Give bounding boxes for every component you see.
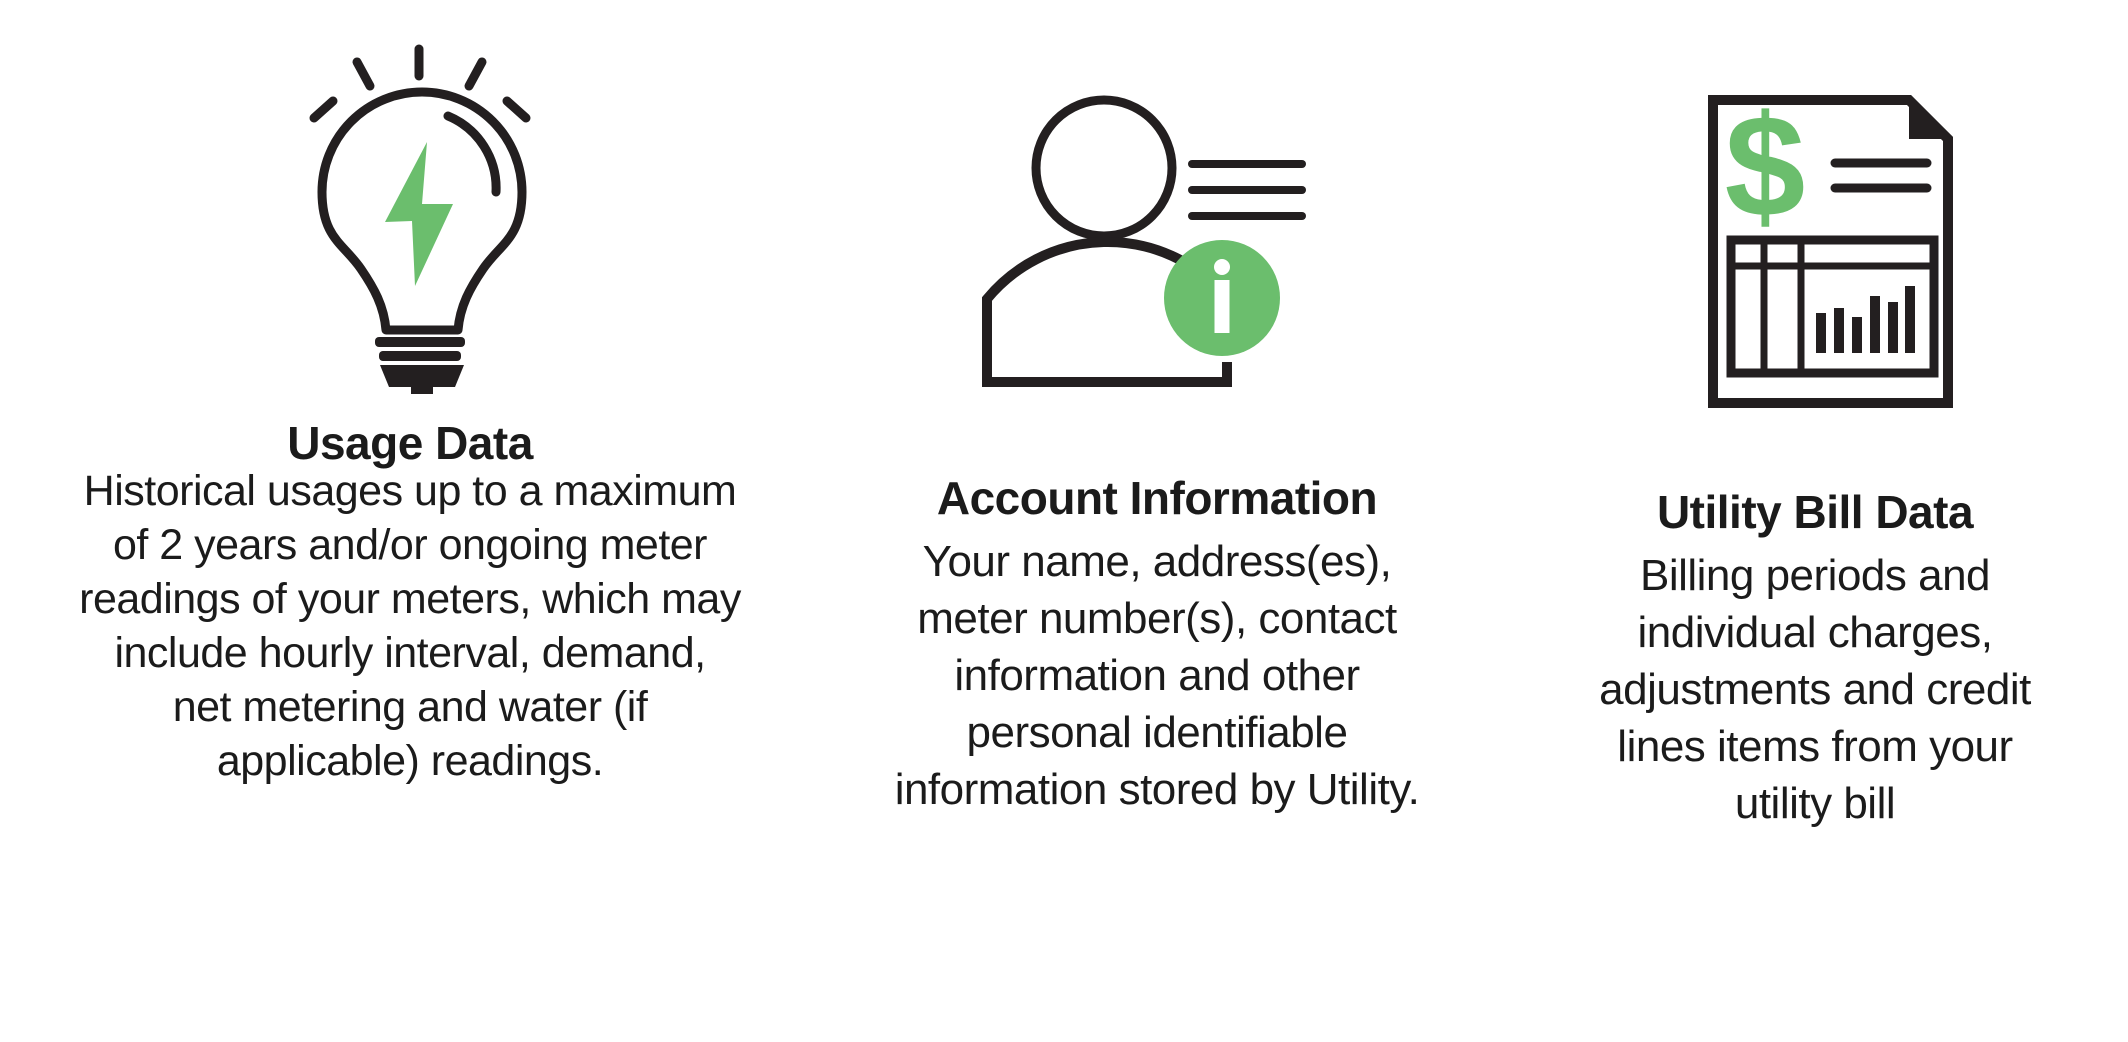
person-info-icon bbox=[975, 85, 1315, 395]
description-line: utility bill bbox=[1734, 779, 1896, 828]
description-line: individual charges, bbox=[1637, 608, 1993, 657]
feature-title-account-information: Account Information bbox=[936, 472, 1378, 524]
description-line: readings of your meters, which may bbox=[79, 575, 741, 623]
person-info-svg bbox=[975, 85, 1315, 395]
description-line: information and other bbox=[954, 651, 1360, 700]
bill-table bbox=[1731, 240, 1934, 373]
feature-title-utility-bill-data: Utility Bill Data bbox=[1656, 486, 1974, 538]
description-line: Your name, address(es), bbox=[922, 537, 1392, 586]
person-head bbox=[1036, 100, 1172, 236]
bar-chart-icon bbox=[1816, 286, 1915, 353]
description-line: personal identifiable bbox=[966, 708, 1348, 757]
description-line: include hourly interval, demand, bbox=[114, 629, 706, 677]
description-line: adjustments and credit bbox=[1599, 665, 2031, 714]
lightbulb-energy-icon bbox=[300, 34, 540, 402]
bill-header-lines bbox=[1835, 163, 1927, 188]
utility-bill-svg bbox=[1703, 94, 1953, 409]
bulb-base bbox=[375, 337, 465, 394]
description-line: net metering and water (if bbox=[172, 683, 648, 731]
detail-lines bbox=[1192, 164, 1302, 216]
lightning-bolt-icon bbox=[385, 142, 453, 286]
person-body-base bbox=[982, 362, 1227, 382]
feature-description-usage-data bbox=[20, 464, 800, 788]
feature-description-utility-bill-data bbox=[1565, 547, 2065, 832]
feature-description-account-information bbox=[807, 533, 1507, 818]
feature-title-usage-data: Usage Data bbox=[287, 417, 533, 469]
description-line: information stored by Utility. bbox=[894, 765, 1420, 814]
lightbulb-energy-svg bbox=[300, 34, 540, 402]
info-badge-icon bbox=[1164, 240, 1280, 356]
bulb-highlight-arc bbox=[448, 116, 496, 192]
utility-bill-icon bbox=[1703, 94, 1953, 409]
dollar-sign-icon: $ bbox=[1724, 94, 1806, 247]
light-rays bbox=[314, 49, 526, 118]
description-line: Billing periods and bbox=[1639, 551, 1991, 600]
description-line: Historical usages up to a maximum bbox=[83, 467, 737, 515]
description-line: lines items from your bbox=[1617, 722, 2013, 771]
description-line: applicable) readings. bbox=[216, 737, 604, 785]
description-line: meter number(s), contact bbox=[917, 594, 1397, 643]
description-line: of 2 years and/or ongoing meter bbox=[112, 521, 708, 569]
